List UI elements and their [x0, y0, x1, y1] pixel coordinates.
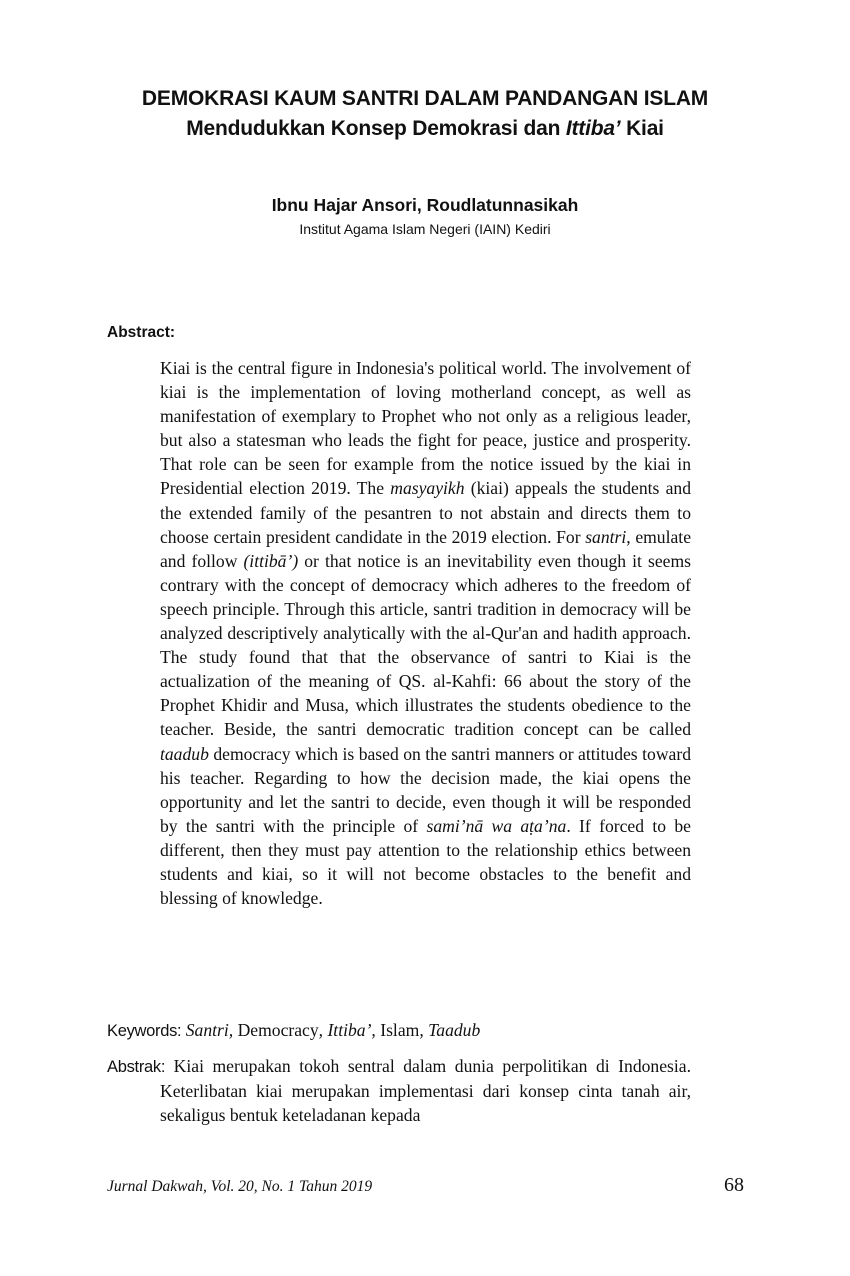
abstract-italic-3: (ittibā’)	[243, 550, 299, 571]
authors: Ibnu Hajar Ansori, Roudlatunnasikah	[271, 195, 579, 215]
abstrak-paragraph	[107, 1054, 691, 1128]
abstract-text-1: Kiai is the central figure in Indonesia's political world. The involvement of kiai is the implementation of loving motherland concept, as well as manifestation of exemplary to Prophet who not only as a religious leader, but also a statesman who leads the fight for peace, justice and prosperity. That role can be seen for example from the notice issued by the kiai in Presidential election 2019. The	[160, 358, 691, 499]
abstract-text-3: , emulate and follow	[160, 526, 691, 571]
subtitle-end: Kiai	[620, 117, 664, 140]
subtitle-italic: Ittiba’	[565, 117, 621, 140]
title-subtitle	[0, 114, 850, 144]
keyword-2: Democracy	[233, 1020, 319, 1040]
affiliation: Institut Agama Islam Negeri (IAIN) Kediri	[299, 221, 551, 237]
abstrak-text: Kiai merupakan tokoh sentral dalam dunia perpolitikan di Indonesia. Keterlibatan kiai merupakan implementasi dari konsep cinta tanah air, sekaligus bentuk keteladanan kepada	[160, 1056, 691, 1126]
keywords	[107, 1018, 707, 1043]
title-main: DEMOKRASI KAUM SANTRI DALAM PANDANGAN ISLAM	[141, 87, 709, 110]
abstract-italic-5: sami’nā wa aṭa’na	[426, 815, 567, 836]
abstract-italic-1: masyayikh	[390, 478, 465, 499]
abstract-text-5: democracy which is based on the santri manners or attitudes toward his teacher. Regarding to how the decision made, the kiai opens the opportunity and let the santri to decide, even though it will be responded by the santri with the principle of	[160, 743, 691, 836]
keyword-4: Islam	[375, 1020, 420, 1040]
footer-journal: Jurnal Dakwah, Vol. 20, No. 1 Tahun 2019	[107, 1178, 373, 1195]
page-number: 68	[724, 1174, 744, 1196]
keywords-label: Keywords:	[107, 1022, 182, 1040]
abstract-italic-4: taadub	[160, 743, 209, 764]
abstract-text-6: . If forced to be different, then they must pay attention to the relationship ethics between students and kiai, so it will not become obstacles to the benefit and blessing of knowledge.	[160, 815, 691, 909]
abstract-heading: Abstract:	[107, 324, 176, 341]
abstract-text-2: (kiai) appeals the students and the extended family of the pesantren to not abstain and directs them to choose certain president candidate in the 2019 election. For	[160, 478, 691, 547]
article-title	[0, 84, 850, 144]
abstract-body	[160, 356, 691, 910]
abstrak-label: Abstrak:	[107, 1058, 166, 1076]
abstract-text-4: or that notice is an inevitability even though it seems contrary with the concept of democracy which adheres to the freedom of speech principle. Through this article, santri tradition in democracy will be analyzed descriptively analytically with the al-Qur'an and hadith approach. The study found that that the observance of santri to Kiai is the actualization of the meaning of QS. al-Kahfi: 66 about the story of the Prophet Khidir and Musa, which illustrates the students obedience to the teacher. Beside, the santri democratic tradition concept can be called	[160, 550, 691, 740]
keyword-3: , Ittiba’,	[318, 1020, 376, 1040]
subtitle-text: Mendudukkan Konsep Demokrasi dan	[186, 117, 566, 140]
abstract-italic-2: santri	[585, 526, 627, 547]
keyword-5: , Taadub	[419, 1020, 481, 1040]
keyword-1: Santri,	[185, 1020, 234, 1040]
